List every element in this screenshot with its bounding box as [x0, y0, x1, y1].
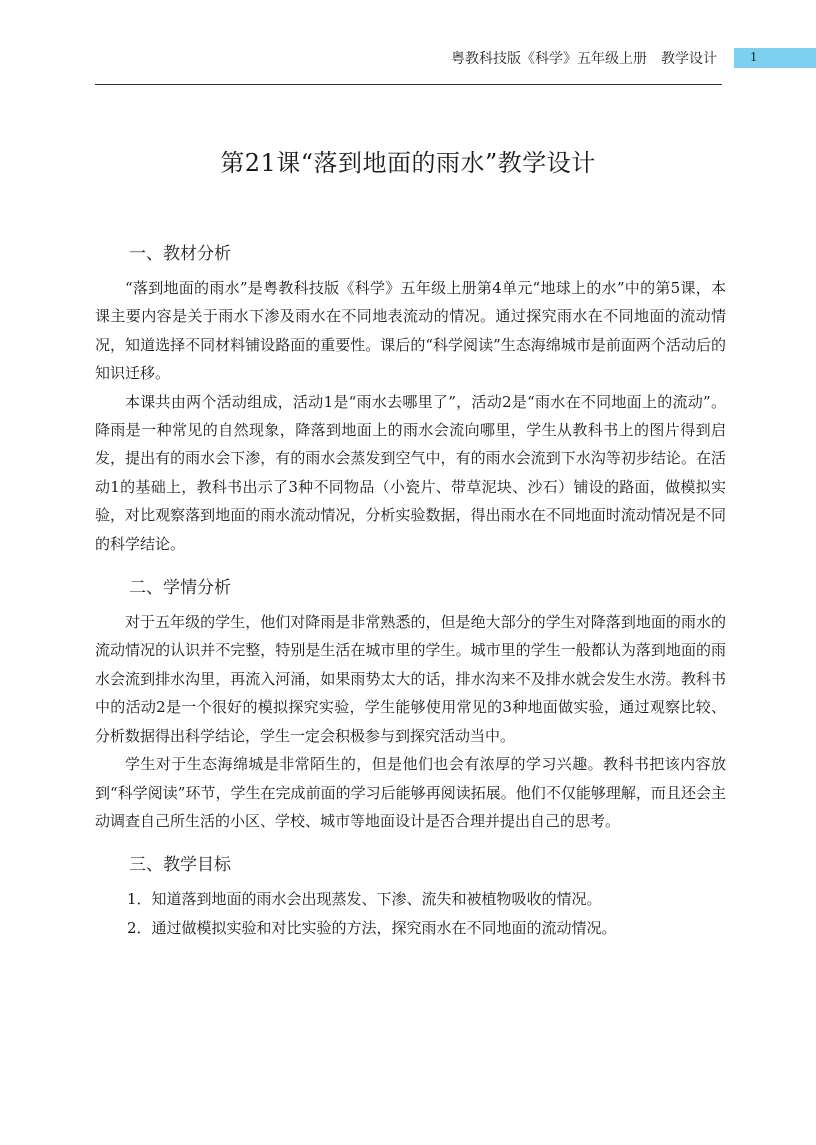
running-title: 粤教科技版《科学》五年级上册 教学设计: [451, 51, 717, 67]
paragraph: 学生对于生态海绵城是非常陌生的，但是他们也会有浓厚的学习兴趣。教科书把该内容放到“科学阅读”环节，学生在完成前面的学习后能够再阅读拓展。他们不仅能够理解，而且还会主动调查自己所生活的小区、学校、城市等地面设计是否合理并提出自己的思考。: [95, 755, 726, 830]
document-body: [95, 240, 726, 942]
paragraph: 对于五年级的学生，他们对降雨是非常熟悉的，但是绝大部分的学生对降落到地面的雨水的流动情况的认识并不完整，特别是生活在城市里的学生。城市里的学生一般都认为落到地面的雨水会流到排水沟里，再流入河涌，如果雨势太大的话，排水沟来不及排水就会发生水涝。教科书中的活动2是一个很好的模拟探究实验，学生能够使用常见的3种地面做实验，通过观察比较、分析数据得出科学结论，学生一定会积极参与到探究活动当中。: [95, 613, 726, 745]
spacer: [95, 558, 726, 574]
spacer: [95, 835, 726, 851]
list-item: 2．通过做模拟实验和对比实验的方法，探究雨水在不同地面的流动情况。: [127, 918, 617, 937]
section-heading: 二、学情分析: [129, 578, 231, 599]
page-header: [95, 48, 721, 70]
paragraph: “落到地面的雨水”是粤教科技版《科学》五年级上册第4单元“地球上的水”中的第5课，本课主要内容是关于雨水下渗及雨水在不同地表流动的情况。通过探究雨水在不同地面的流动情况，知道选择不同材料铺设路面的重要性。课后的“科学阅读”生态海绵城市是前面两个活动后的知识迁移。: [95, 279, 726, 383]
section-heading: 一、教材分析: [129, 244, 231, 264]
section-textbook-analysis: [95, 240, 726, 558]
paragraph: 本课共由两个活动组成，活动1是“雨水去哪里了”，活动2是“雨水在不同地面上的流动”。降雨是一种常见的自然现象，降落到地面上的雨水会流向哪里，学生从教科书上的图片得到启发，提出有的雨水会下渗，有的雨水会蒸发到空气中，有的雨水会流到下水沟等初步结论。在活动1的基础上，教科书出示了3种不同物品（小瓷片、带草泥块、沙石）铺设的路面，做模拟实验，对比观察落到地面的雨水流动情况，分析实验数据，得出雨水在不同地面时流动情况是不同的科学结论。: [95, 392, 726, 553]
section-learner-analysis: [95, 574, 726, 835]
section-teaching-objectives: [95, 851, 726, 942]
document-title: 第21课“落到地面的雨水”教学设计: [220, 149, 596, 177]
header-divider: [95, 84, 722, 85]
page-number: 1: [734, 48, 816, 68]
section-heading: 三、教学目标: [129, 855, 231, 876]
list-item: 1．知道落到地面的雨水会出现蒸发、下渗、流失和被植物吸收的情况。: [127, 890, 602, 909]
